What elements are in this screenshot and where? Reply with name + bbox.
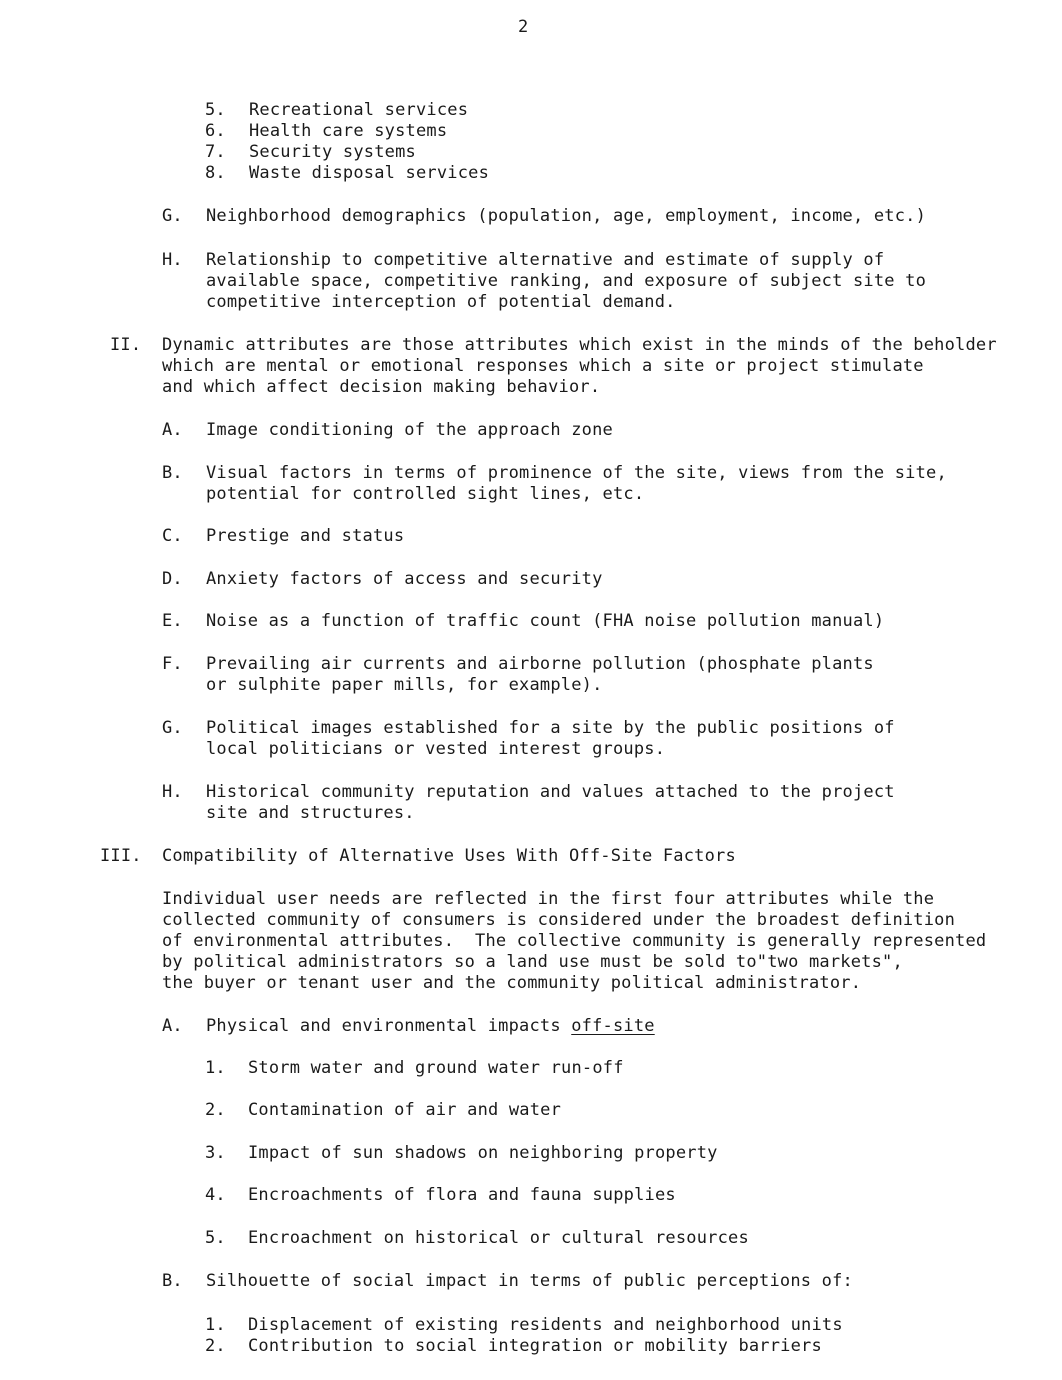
item-text-line: available space, competitive ranking, and exposure of subject site to bbox=[206, 271, 927, 291]
item-label: A. bbox=[162, 1016, 183, 1036]
item-text: Silhouette of social impact in terms of public perceptions of: bbox=[206, 1271, 853, 1291]
list-item-number: 6. bbox=[205, 121, 226, 141]
list-item: Encroachment on historical or cultural resources bbox=[248, 1228, 749, 1248]
list-item-number: 3. bbox=[205, 1143, 226, 1163]
list-item-number: 2. bbox=[205, 1100, 226, 1120]
list-item: Security systems bbox=[249, 142, 416, 162]
list-item: Contribution to social integration or mobility barriers bbox=[248, 1336, 822, 1356]
list-item-number: 5. bbox=[205, 100, 226, 120]
item-text-line: Visual factors in terms of prominence of the site, views from the site, bbox=[206, 463, 947, 483]
item-text-line: Historical community reputation and values attached to the project bbox=[206, 782, 895, 802]
item-label: G. bbox=[162, 718, 183, 738]
item-label: F. bbox=[162, 654, 183, 674]
list-item: Encroachments of flora and fauna supplies bbox=[248, 1185, 676, 1205]
item-text-line: Political images established for a site by the public positions of bbox=[206, 718, 895, 738]
list-item: Storm water and ground water run-off bbox=[248, 1058, 624, 1078]
item-text bbox=[206, 1016, 655, 1037]
list-item-number: 4. bbox=[205, 1185, 226, 1205]
page-number: 2 bbox=[518, 17, 529, 37]
item-label: D. bbox=[162, 569, 183, 589]
item-text-line: Noise as a function of traffic count (FHA noise pollution manual) bbox=[206, 611, 885, 631]
list-item: Impact of sun shadows on neighboring property bbox=[248, 1143, 718, 1163]
item-text-line: site and structures. bbox=[206, 803, 415, 823]
paragraph-line: Individual user needs are reflected in the first four attributes while the bbox=[162, 889, 935, 909]
list-item: Waste disposal services bbox=[249, 163, 490, 183]
list-item-number: 1. bbox=[205, 1058, 226, 1078]
item-text-line: Prevailing air currents and airborne pollution (phosphate plants bbox=[206, 654, 874, 674]
paragraph-line: the buyer or tenant user and the community political administrator. bbox=[162, 973, 862, 993]
list-item: Contamination of air and water bbox=[248, 1100, 562, 1120]
item-text-line: Prestige and status bbox=[206, 526, 405, 546]
list-item-number: 1. bbox=[205, 1315, 226, 1335]
item-label: C. bbox=[162, 526, 183, 546]
item-label: B. bbox=[162, 1271, 183, 1291]
item-text-line: local politicians or vested interest groups. bbox=[206, 739, 666, 759]
list-item-number: 7. bbox=[205, 142, 226, 162]
item-label: G. bbox=[162, 206, 183, 226]
item-text-line: competitive interception of potential demand. bbox=[206, 292, 676, 312]
item-label: A. bbox=[162, 420, 183, 440]
underlined-term: off-site bbox=[571, 1016, 655, 1036]
paragraph-line: by political administrators so a land use must be sold to"two markets", bbox=[162, 952, 903, 972]
section-numeral: II. bbox=[110, 335, 142, 355]
section-heading: Compatibility of Alternative Uses With Off-Site Factors bbox=[162, 846, 736, 866]
section-text-line: Dynamic attributes are those attributes which exist in the minds of the beholder bbox=[162, 335, 997, 355]
list-item-number: 5. bbox=[205, 1228, 226, 1248]
list-item: Recreational services bbox=[249, 100, 469, 120]
paragraph-line: of environmental attributes. The collective community is generally represented bbox=[162, 931, 987, 951]
item-label: H. bbox=[162, 782, 183, 802]
item-text-line: Image conditioning of the approach zone bbox=[206, 420, 613, 440]
item-text-line: Relationship to competitive alternative and estimate of supply of bbox=[206, 250, 885, 270]
item-label: E. bbox=[162, 611, 183, 631]
section-text-line: and which affect decision making behavior. bbox=[162, 377, 601, 397]
item-label: H. bbox=[162, 250, 183, 270]
section-text-line: which are mental or emotional responses which a site or project stimulate bbox=[162, 356, 924, 376]
list-item-number: 8. bbox=[205, 163, 226, 183]
item-label: B. bbox=[162, 463, 183, 483]
item-text-line: or sulphite paper mills, for example). bbox=[206, 675, 603, 695]
item-text: Neighborhood demographics (population, age, employment, income, etc.) bbox=[206, 206, 927, 226]
list-item: Displacement of existing residents and neighborhood units bbox=[248, 1315, 843, 1335]
item-text-prefix: Physical and environmental impacts bbox=[206, 1016, 572, 1036]
list-item-number: 2. bbox=[205, 1336, 226, 1356]
paragraph-line: collected community of consumers is considered under the broadest definition bbox=[162, 910, 956, 930]
section-numeral: III. bbox=[100, 846, 142, 866]
item-text-line: potential for controlled sight lines, etc. bbox=[206, 484, 645, 504]
item-text-line: Anxiety factors of access and security bbox=[206, 569, 603, 589]
list-item: Health care systems bbox=[249, 121, 448, 141]
